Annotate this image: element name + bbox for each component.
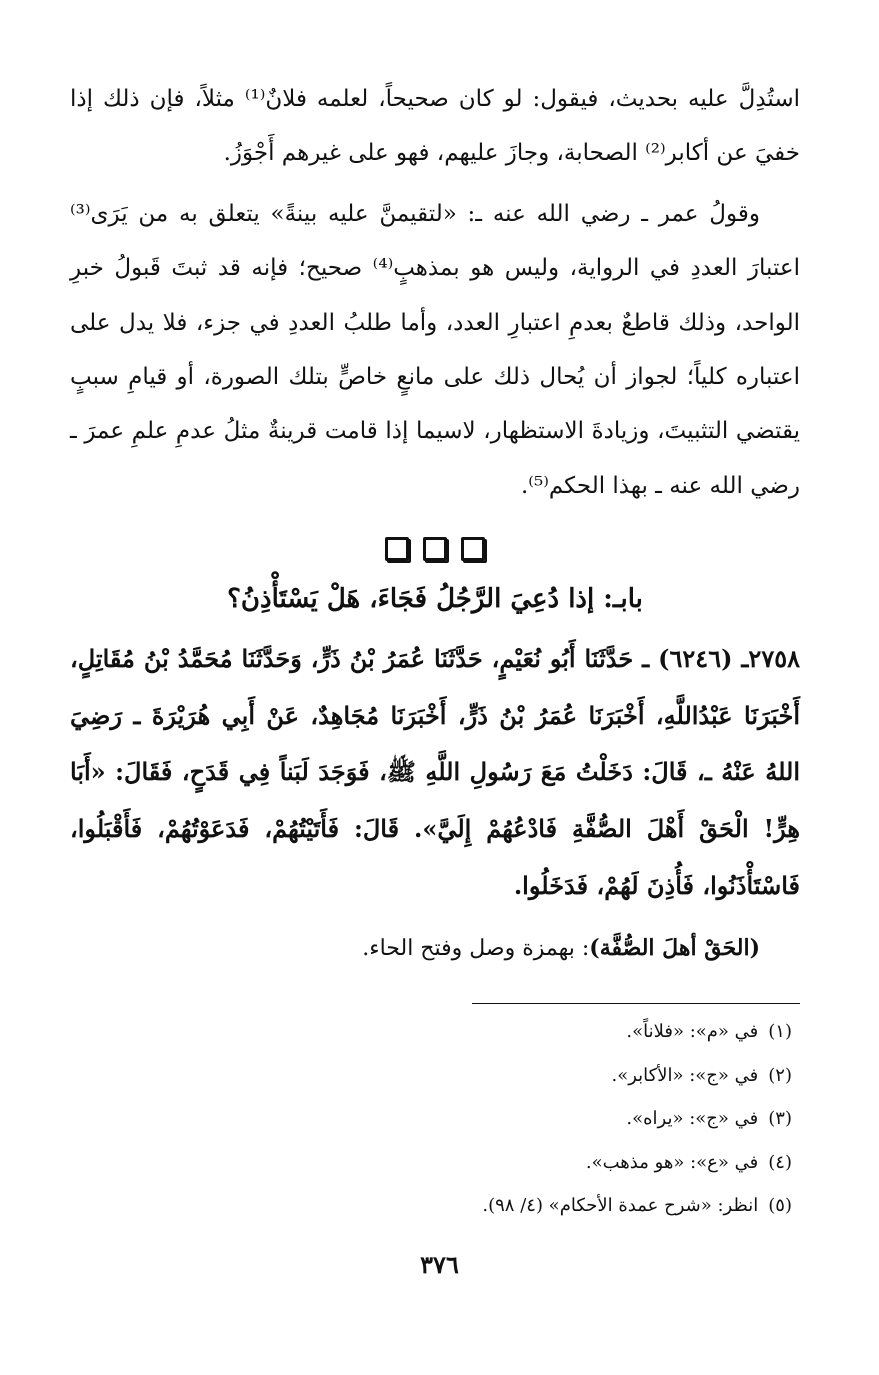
footnote-item	[70, 1184, 800, 1228]
footnote-text: في «ج»: «الأكابر».	[611, 1064, 759, 1086]
hadith-text: ٢٧٥٨ـ (٦٢٤٦) ـ حَدَّثَنَا أَبُو نُعَيْمٍ، حَدَّثَنَا عُمَرُ بْنُ ذَرٍّ، وَحَدَّثَنَا مُحَمَّدُ بْنُ مُقَاتِلٍ، أَخْبَرَنَا عَبْدُاللَّهِ، أَخْبَرَنَا عُمَرُ بْنُ ذَرٍّ، أَخْبَرَنَا مُجَاهِدٌ، عَنْ أَبِي هُرَيْرَةَ ـ رَضِيَ اللهُ عَنْهُ ـ، قَالَ: دَخَلْتُ مَعَ رَسُولِ اللَّهِ ﷺ، فَوَجَدَ لَبَناً فِي قَدَحٍ، فَقَالَ: «أَبَا هِرٍّ! الْحَقْ أَهْلَ الصُّفَّةِ فَادْعُهُمْ إِلَيَّ». قَالَ: فَأَتَيْتُهُمْ، فَدَعَوْتُهُمْ، فَأَقْبَلُوا، فَاسْتَأْذَنُوا، فَأُذِنَ لَهُمْ، فَدَخَلُوا.	[70, 644, 800, 900]
page-number: ٣٧٦	[420, 1250, 459, 1279]
footnotes	[70, 1010, 800, 1228]
footnote-text: في «م»: «فلاناً».	[626, 1021, 759, 1043]
footnote-number: (٥)	[768, 1195, 792, 1217]
footnote-number: (٤)	[768, 1151, 792, 1173]
footnote-item	[70, 1010, 800, 1054]
footnote-item	[70, 1054, 800, 1098]
paragraph-1: استُدِلَّ عليه بحديث، فيقول: لو كان صحيحاً، لعلمه فلانٌ⁽¹⁾ مثلاً، فإن ذلك إذا خفيَ عن أكابر⁽²⁾ الصحابة، وجازَ عليهم، فهو على غيرهم أَجْوَزُ.	[70, 86, 800, 167]
chapter-title: بابـ: إذا دُعِيَ الرَّجُلُ فَجَاءَ، هَلْ يَسْتَأْذِنُ؟	[227, 584, 643, 615]
footnote-text: في «ع»: «هو مذهب».	[585, 1151, 759, 1173]
section-separator	[70, 537, 800, 561]
footnote-item	[70, 1141, 800, 1185]
separator-square-icon	[461, 537, 485, 561]
footnote-divider	[472, 1003, 800, 1004]
footnote-number: (١)	[768, 1021, 792, 1043]
separator-square-icon	[385, 537, 409, 561]
paragraph-2: وقولُ عمر ـ رضي الله عنه ـ: «لتقيمنَّ عليه بينةً» يتعلق به من يَرَى⁽³⁾ اعتبارَ العددِ في الرواية، وليس هو بمذهبٍ⁽⁴⁾ صحيح؛ فإنه قد ثبتَ قَبولُ خبرِ الواحد، وذلك قاطعٌ بعدمِ اعتبارِ العدد، وأما طلبُ العددِ في جزء، فلا يدل على اعتباره كلياً؛ لجواز أن يُحال ذلك على مانعٍ خاصٍّ بتلك الصورة، أو قيامِ سببٍ يقتضي التثبيتَ، وزيادةَ الاستظهار، لاسيما إذا قامت قرينةٌ مثلُ عدمِ علمِ عمرَ ـ رضي الله عنه ـ بهذا الحكم⁽⁵⁾.	[70, 200, 800, 499]
footnote-text: في «ج»: «يراه».	[626, 1108, 759, 1130]
explanatory-note	[70, 924, 800, 973]
note-term: (الحَقْ أهلَ الصُّفَّة)	[589, 935, 760, 962]
footnote-number: (٣)	[768, 1108, 792, 1130]
page-body	[70, 72, 800, 1228]
footnote-item	[70, 1097, 800, 1141]
note-text: : بهمزة وصل وفتح الحاء.	[362, 936, 590, 962]
separator-square-icon	[423, 537, 447, 561]
footnote-number: (٢)	[768, 1064, 792, 1086]
footnote-text: انظر: «شرح عمدة الأحكام» (٤/ ٩٨).	[482, 1195, 759, 1217]
